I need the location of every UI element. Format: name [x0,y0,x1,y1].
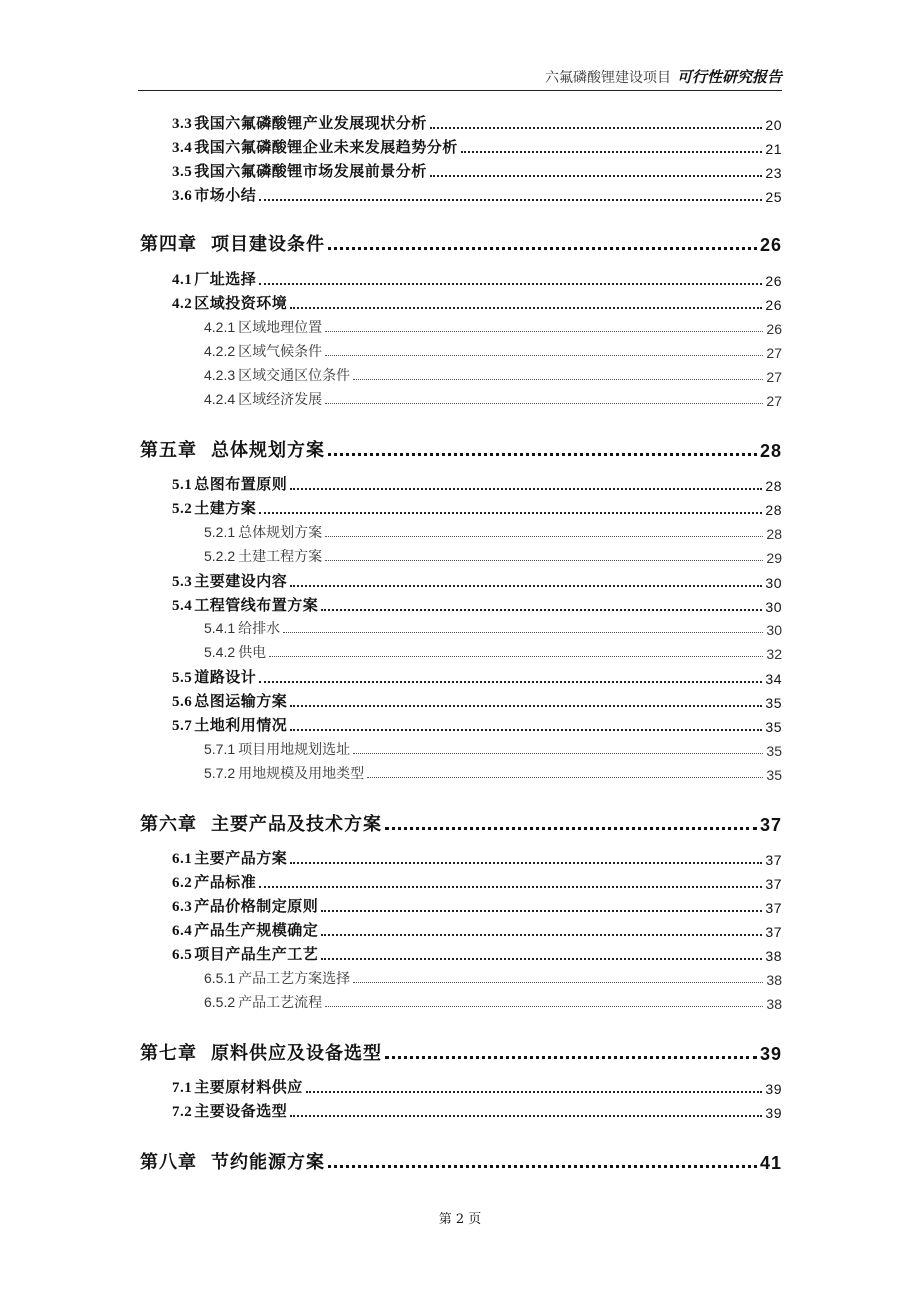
toc-dot-leader [290,306,762,309]
toc-entry-label [140,943,318,964]
toc-entry-number: 第六章 [140,814,197,835]
toc-entry[interactable] [140,919,782,940]
header-doc-title [545,66,782,87]
toc-entry-title: 总图运输方案 [194,692,288,710]
toc-entry-title: 区域气候条件 [238,344,323,360]
toc-entry-number: 3.4 [172,140,193,156]
toc-dot-leader [259,282,762,285]
toc-page-number: 37 [765,876,782,892]
toc-entry-number: 5.4 [172,598,193,614]
toc-entry[interactable] [140,895,782,916]
toc-dot-leader [325,535,763,537]
toc-page-number: 28 [759,441,782,461]
toc-page-number: 37 [759,815,782,835]
toc-entry[interactable] [140,112,782,133]
toc-entry-number: 5.7 [172,718,193,734]
toc-dot-leader [321,957,762,960]
toc-entry-title: 项目用地规划选址 [238,742,351,758]
toc-page-number: 28 [765,478,782,494]
toc-dot-leader [325,354,763,356]
toc-entry-label [140,1148,325,1174]
toc-entry-title: 区域经济发展 [238,392,323,408]
toc-entry-title: 项目产品生产工艺 [194,945,319,963]
toc-dot-leader [259,198,762,201]
toc-dot-leader [321,608,762,611]
toc-entry-label [140,160,427,181]
toc-entry-title: 产品价格制定原则 [194,897,319,915]
toc-entry[interactable] [140,847,782,868]
toc-entry-label [140,714,287,735]
toc-page-number: 27 [766,369,782,385]
toc-entry-label [140,666,256,687]
toc-entry-number: 第八章 [140,1152,197,1173]
toc-entry[interactable] [140,871,782,892]
toc-entry-title: 项目建设条件 [211,234,325,255]
toc-page-number: 26 [759,235,782,255]
toc-entry-title: 主要建设内容 [194,572,288,590]
toc-entry-label [140,763,364,783]
toc-page-number: 37 [765,924,782,940]
toc-entry-label [140,570,287,591]
toc-entry[interactable] [140,268,782,289]
toc-dot-leader [290,728,762,731]
toc-dot-leader [328,1164,757,1168]
toc-entry-label [140,739,350,759]
toc-entry[interactable] [140,546,782,566]
toc-page-number: 38 [765,948,782,964]
toc-entry-label [140,847,287,868]
toc-entry[interactable] [140,642,782,662]
toc-dot-leader [321,909,762,912]
toc-entry[interactable] [140,943,782,964]
toc-entry-number: 第五章 [140,440,197,461]
toc-entry[interactable] [140,1100,782,1121]
toc-dot-leader [367,776,763,778]
toc-entry-label [140,292,287,313]
toc-entry-number: 4.2.2 [204,343,236,359]
toc-dot-leader [290,861,762,864]
toc-entry-label [140,230,325,256]
toc-chapter[interactable] [140,436,782,462]
page-number: 第 2 页 [438,1212,482,1227]
toc-entry-title: 主要产品方案 [194,849,288,867]
toc-page-number: 41 [759,1153,782,1173]
toc-dot-leader [353,752,763,754]
toc-page-number: 38 [766,972,782,988]
header-project-name: 六氟磷酸锂建设项目 [544,70,671,86]
toc-dot-leader [283,631,763,633]
toc-page-number: 37 [765,852,782,868]
toc-page-number: 39 [765,1105,782,1121]
toc-entry-label [140,112,427,133]
toc-entry[interactable] [140,666,782,687]
toc-page-number: 30 [765,575,782,591]
toc-dot-leader [325,1005,763,1007]
toc-entry[interactable] [140,992,782,1012]
toc-entry-title: 厂址选择 [194,270,257,288]
toc-dot-leader [325,402,763,404]
toc-entry-label [140,1076,303,1097]
toc-entry-label [140,642,266,662]
toc-entry[interactable] [140,570,782,591]
toc-entry-number: 5.2.2 [204,548,236,564]
toc-entry-label [140,1039,382,1065]
toc-chapter[interactable] [140,1148,782,1174]
toc-entry-title: 节约能源方案 [211,1152,325,1173]
toc-entry-number: 5.7.1 [204,741,236,757]
toc-entry[interactable] [140,365,782,385]
toc-entry-number: 6.3 [172,899,193,915]
toc-entry-title: 总图布置原则 [194,475,288,493]
toc-entry-number: 4.2.3 [204,367,236,383]
toc-entry-number: 5.6 [172,694,193,710]
toc-dot-leader [290,1114,762,1117]
toc-entry-title: 土建方案 [194,499,257,517]
toc-entry-title: 产品工艺流程 [238,995,323,1011]
toc-entry-label [140,594,318,615]
toc-page-number: 25 [765,189,782,205]
toc-page-number: 35 [766,743,782,759]
toc-dot-leader [259,885,762,888]
toc-entry[interactable] [140,160,782,181]
toc-dot-leader [353,378,763,380]
toc-chapter[interactable] [140,1039,782,1065]
toc-entry-number: 5.2 [172,501,193,517]
toc-entry-title: 土建工程方案 [238,549,323,565]
toc-page-number: 28 [766,526,782,542]
toc-page-number: 26 [766,321,782,337]
toc-entry[interactable] [140,739,782,759]
toc-dot-leader [385,826,757,830]
toc-entry-title: 主要设备选型 [194,1102,288,1120]
toc-entry-label [140,546,322,566]
toc-page-number: 35 [765,719,782,735]
toc-dot-leader [269,655,763,657]
toc-page-number: 30 [766,622,782,638]
toc-page-number: 27 [766,393,782,409]
toc-page-number: 23 [765,165,782,181]
toc-entry-label [140,895,318,916]
toc-entry-title: 我国六氟磷酸锂产业发展现状分析 [194,114,427,132]
toc-dot-leader [430,174,763,177]
toc-entry-number: 4.1 [172,272,193,288]
toc-page-number: 29 [766,550,782,566]
toc-dot-leader [259,511,762,514]
toc-entry-number: 6.2 [172,875,193,891]
toc-entry-number: 第四章 [140,234,197,255]
toc-entry-title: 市场小结 [194,186,257,204]
toc-entry-number: 7.1 [172,1080,193,1096]
toc-entry-number: 第七章 [140,1043,197,1064]
page-header [138,64,782,91]
toc-page-number: 32 [766,646,782,662]
toc-entry-number: 4.2.4 [204,391,236,407]
toc-entry-label [140,268,256,289]
toc-dot-leader [290,584,762,587]
toc-entry-title: 产品工艺方案选择 [238,971,351,987]
toc-page-number: 28 [765,502,782,518]
toc-entry[interactable] [140,763,782,783]
toc-entry-label [140,992,322,1012]
toc-entry-number: 3.5 [172,164,193,180]
toc-entry[interactable] [140,292,782,313]
toc-entry-label [140,1100,287,1121]
toc-dot-leader [385,1055,757,1059]
toc-entry-label [140,317,322,337]
toc-entry-number: 5.3 [172,574,193,590]
toc-page-number: 26 [765,297,782,313]
toc-entry-title: 主要产品及技术方案 [211,814,382,835]
toc-page-number: 35 [765,695,782,711]
toc-entry-title: 给排水 [238,621,281,637]
toc-entry-title: 工程管线布置方案 [194,596,319,614]
toc-page-number: 37 [765,900,782,916]
toc-entry-number: 3.3 [172,116,193,132]
toc-entry-title: 总体规划方案 [238,525,323,541]
toc-entry[interactable] [140,389,782,409]
toc-entry-number: 6.5.2 [204,994,236,1010]
header-report-title: 可行性研究报告 [676,68,782,86]
toc-entry-number: 6.1 [172,851,193,867]
toc-page-number: 38 [766,996,782,1012]
toc-entry-number: 4.2 [172,296,193,312]
toc-entry[interactable] [140,1076,782,1097]
toc-entry[interactable] [140,184,782,205]
toc-page-number: 30 [765,599,782,615]
toc-entry-title: 我国六氟磷酸锂市场发展前景分析 [194,162,427,180]
toc-dot-leader [353,981,763,983]
toc-entry-title: 供电 [238,645,267,661]
toc-dot-leader [325,330,763,332]
toc-page-number: 21 [765,141,782,157]
toc-entry-number: 3.6 [172,188,193,204]
toc-page-number: 35 [766,767,782,783]
toc-entry-title: 原料供应及设备选型 [211,1043,382,1064]
toc-entry-title: 用地规模及用地类型 [238,766,365,782]
toc-entry-number: 5.1 [172,477,193,493]
toc-chapter[interactable] [140,810,782,836]
toc-entry-label [140,810,382,836]
toc-dot-leader [430,126,763,129]
toc-dot-leader [290,487,762,490]
toc-page-number: 27 [766,345,782,361]
toc-entry-label [140,184,256,205]
toc-entry-label [140,871,256,892]
toc-chapter[interactable] [140,230,782,256]
toc-entry-label [140,522,322,542]
toc-entry[interactable] [140,497,782,518]
toc-entry-title: 区域投资环境 [194,294,288,312]
toc-dot-leader [259,680,762,683]
toc-entry-number: 6.4 [172,923,193,939]
toc-entry[interactable] [140,594,782,615]
toc-page-number: 39 [765,1081,782,1097]
toc-entry-number: 6.5.1 [204,970,236,986]
toc-entry-number: 5.7.2 [204,765,236,781]
toc-entry-number: 6.5 [172,947,193,963]
toc-entry-label [140,690,287,711]
toc-entry-label [140,919,318,940]
toc-page-number: 34 [765,671,782,687]
toc-entry-label [140,365,350,385]
toc-entry[interactable] [140,473,782,494]
toc-dot-leader [461,150,763,153]
toc-entry-number: 5.2.1 [204,524,236,540]
toc-entry-number: 5.4.2 [204,644,236,660]
toc-entry[interactable] [140,690,782,711]
toc-entry-title: 土地利用情况 [194,716,288,734]
toc-entry[interactable] [140,136,782,157]
toc-dot-leader [306,1090,763,1093]
toc-entry[interactable] [140,714,782,735]
toc-entry-label [140,389,322,409]
toc-entry-title: 区域交通区位条件 [238,368,351,384]
toc-dot-leader [321,933,762,936]
toc-entry-label [140,136,458,157]
toc-entry[interactable] [140,522,782,542]
toc-page-number: 26 [765,273,782,289]
toc-entry-title: 道路设计 [194,668,257,686]
toc-dot-leader [328,246,757,250]
toc-dot-leader [328,452,757,456]
toc-entry[interactable] [140,341,782,361]
toc-entry[interactable] [140,968,782,988]
toc-entry-label [140,341,322,361]
toc-page-number: 39 [759,1044,782,1064]
toc-entry-label [140,436,325,462]
toc-entry-number: 5.5 [172,670,193,686]
toc-page-number: 20 [765,117,782,133]
toc-entry-title: 产品生产规模确定 [194,921,319,939]
toc-entry[interactable] [140,317,782,337]
toc-dot-leader [325,559,763,561]
toc-entry-title: 区域地理位置 [238,320,323,336]
toc-entry-title: 主要原材料供应 [194,1078,303,1096]
toc-entry-label [140,618,280,638]
toc-entry[interactable] [140,618,782,638]
toc-dot-leader [290,704,762,707]
toc-entry-number: 7.2 [172,1104,193,1120]
toc-entry-title: 我国六氟磷酸锂企业未来发展趋势分析 [194,138,458,156]
toc-entry-title: 产品标准 [194,873,257,891]
toc-entry-title: 总体规划方案 [211,440,325,461]
toc-entry-label [140,473,287,494]
toc-entry-number: 4.2.1 [204,319,236,335]
toc-entry-label [140,968,350,988]
toc-entry-number: 5.4.1 [204,620,236,636]
toc-entry-label [140,497,256,518]
